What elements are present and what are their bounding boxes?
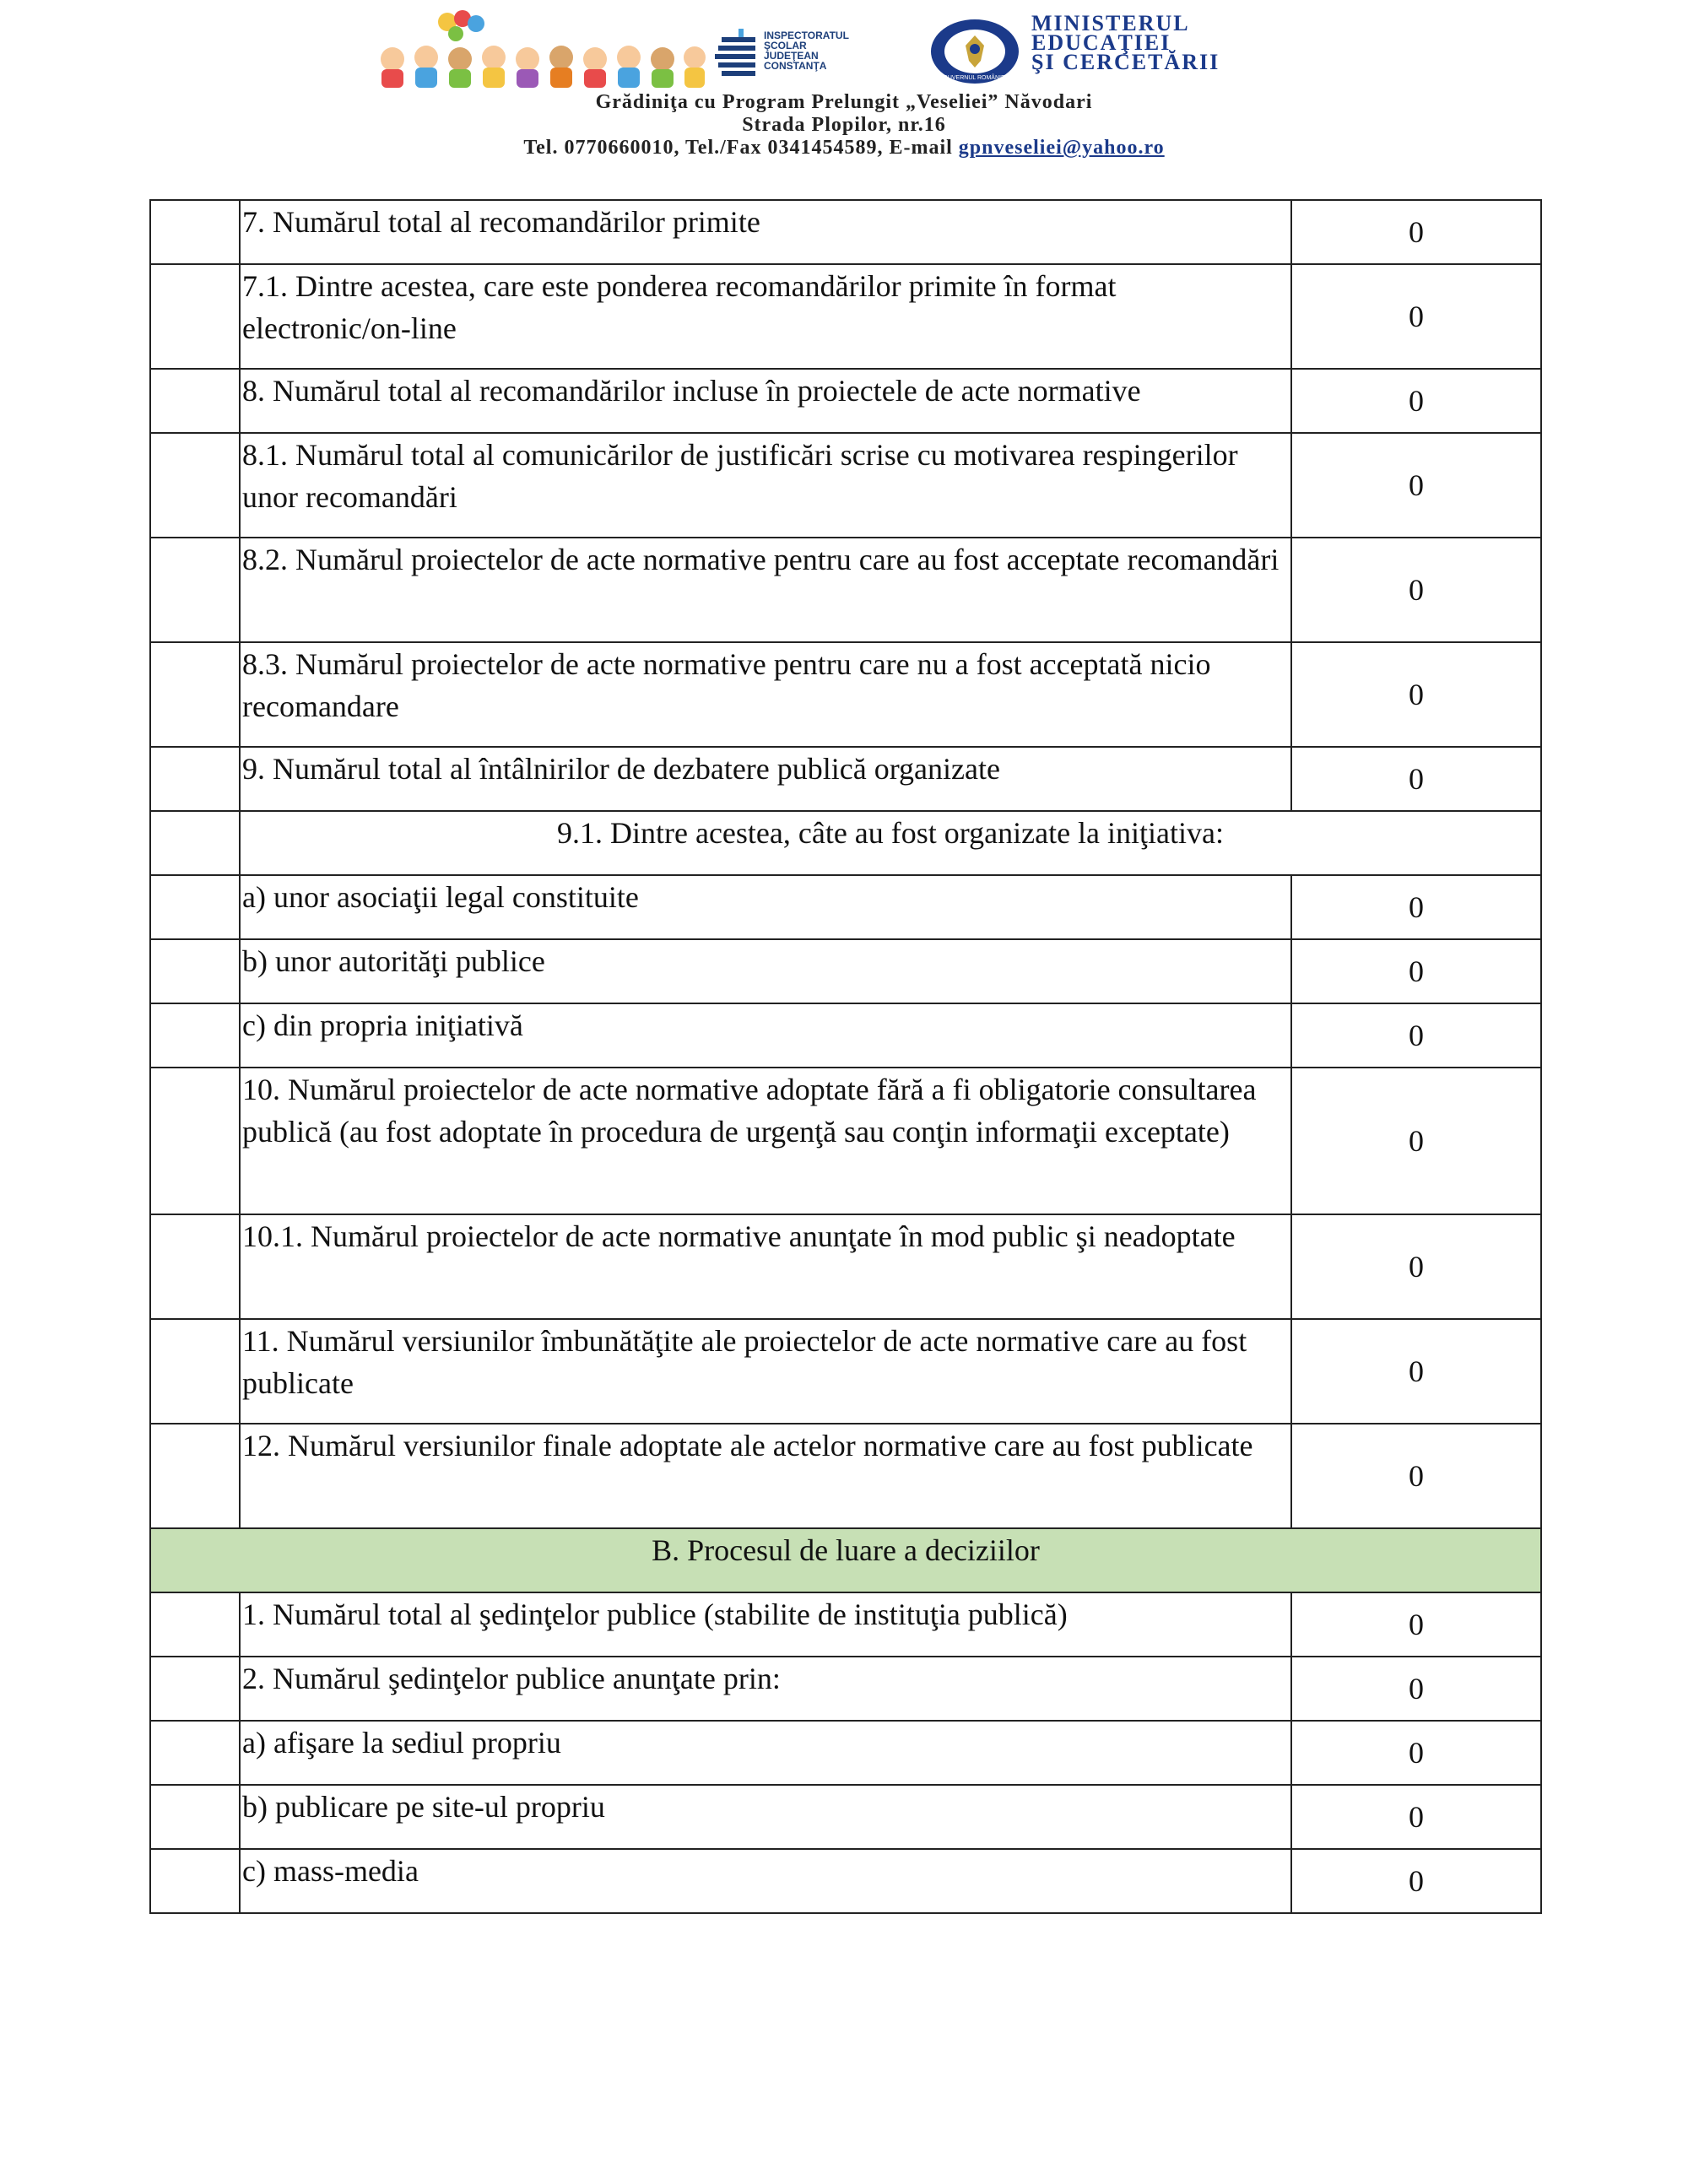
blank-cell (150, 1849, 240, 1913)
isj-line: ŞCOLAR (764, 40, 807, 51)
row-label: 11. Numărul versiunilor îmbunătăţite ale proiectelor de acte normative care au fost publicate (240, 1319, 1291, 1424)
table-row (150, 433, 1541, 538)
row-label: 8.1. Numărul total al comunicărilor de justificări scrise cu motivarea respingerilor unor recomandări (240, 433, 1291, 538)
row-value: 0 (1291, 433, 1541, 538)
blank-cell (150, 747, 240, 811)
table-row (150, 1319, 1541, 1424)
subheading-label: 9.1. Dintre acestea, câte au fost organizate la iniţiativa: (240, 811, 1541, 875)
table-row (150, 1785, 1541, 1849)
subheading-row (150, 811, 1541, 875)
blank-cell (150, 939, 240, 1003)
blank-cell (150, 1721, 240, 1785)
row-value: 0 (1291, 875, 1541, 939)
row-label: 10. Numărul proiectelor de acte normative adoptate fără a fi obligatorie consultarea publică (au fost adoptate în procedura de urgenţă sau conţin informaţii exceptate) (240, 1068, 1291, 1214)
school-name: Grădiniţa cu Program Prelungit „Veseliei” Năvodari (595, 91, 1093, 113)
row-value: 0 (1291, 1003, 1541, 1068)
blank-cell (150, 1592, 240, 1657)
row-value: 0 (1291, 538, 1541, 642)
row-value: 0 (1291, 200, 1541, 264)
ministry-line: MINISTERUL (1031, 11, 1190, 35)
blank-cell (150, 369, 240, 433)
blank-cell (150, 433, 240, 538)
contact-phones: Tel. 0770660010, Tel./Fax 0341454589, E-mail (523, 137, 959, 159)
school-contact (0, 137, 1688, 159)
row-label: 8. Numărul total al recomandărilor incluse în proiectele de acte normative (240, 369, 1291, 433)
blank-cell (150, 642, 240, 747)
section-title: B. Procesul de luare a deciziilor (150, 1528, 1541, 1592)
ministry-line: ŞI CERCETĂRII (1031, 50, 1220, 74)
gov-seal-text: GUVERNUL ROMÂNIEI (943, 75, 1007, 81)
report-table (149, 199, 1542, 1914)
row-value: 0 (1291, 369, 1541, 433)
row-label: b) publicare pe site-ul propriu (240, 1785, 1291, 1849)
blank-cell (150, 1214, 240, 1319)
blank-cell (150, 1657, 240, 1721)
table-row (150, 369, 1541, 433)
row-label: c) din propria iniţiativă (240, 1003, 1291, 1068)
table-row (150, 642, 1541, 747)
blank-cell (150, 875, 240, 939)
isj-line: CONSTANŢA (764, 60, 827, 72)
table-row (150, 1214, 1541, 1319)
school-address: Strada Plopilor, nr.16 (742, 114, 946, 136)
table-row (150, 264, 1541, 369)
row-value: 0 (1291, 1721, 1541, 1785)
row-label: 8.2. Numărul proiectelor de acte normative pentru care au fost acceptate recomandări (240, 538, 1291, 642)
table-row (150, 747, 1541, 811)
row-value: 0 (1291, 1424, 1541, 1528)
ministry-name (1031, 11, 1220, 74)
email-link[interactable]: gpnveseliei@yahoo.ro (958, 137, 1165, 159)
blank-cell (150, 264, 240, 369)
blank-cell (150, 1319, 240, 1424)
table-row (150, 1424, 1541, 1528)
row-value: 0 (1291, 1849, 1541, 1913)
row-value: 0 (1291, 264, 1541, 369)
blank-cell (150, 1424, 240, 1528)
table-row (150, 1068, 1541, 1214)
table-row (150, 200, 1541, 264)
table-row (150, 1849, 1541, 1913)
row-label: 12. Numărul versiunilor finale adoptate ale actelor normative care au fost publicate (240, 1424, 1291, 1528)
blank-cell (150, 200, 240, 264)
row-label: 7.1. Dintre acestea, care este ponderea recomandărilor primite în format electronic/on-line (240, 264, 1291, 369)
row-label: 2. Numărul şedinţelor publice anunţate prin: (240, 1657, 1291, 1721)
isj-name (764, 30, 849, 71)
children-balloons-logo (371, 10, 709, 95)
letterhead (0, 0, 1688, 177)
row-value: 0 (1291, 642, 1541, 747)
table-row (150, 939, 1541, 1003)
blank-cell (150, 811, 240, 875)
table-row (150, 1657, 1541, 1721)
row-label: 7. Numărul total al recomandărilor primite (240, 200, 1291, 264)
table-row (150, 538, 1541, 642)
row-value: 0 (1291, 939, 1541, 1003)
row-value: 0 (1291, 1657, 1541, 1721)
table-row (150, 1721, 1541, 1785)
row-label: a) unor asociaţii legal constituite (240, 875, 1291, 939)
row-value: 0 (1291, 747, 1541, 811)
row-value: 0 (1291, 1785, 1541, 1849)
row-label: b) unor autorităţi publice (240, 939, 1291, 1003)
row-label: 10.1. Numărul proiectelor de acte normative anunţate în mod public şi neadoptate (240, 1214, 1291, 1319)
table-row (150, 1003, 1541, 1068)
row-label: a) afişare la sediul propriu (240, 1721, 1291, 1785)
ministry-line: EDUCAŢIEI (1031, 30, 1171, 55)
isj-line: JUDEŢEAN (764, 50, 819, 62)
table-row (150, 1592, 1541, 1657)
government-seal-icon (928, 17, 1021, 86)
row-value: 0 (1291, 1068, 1541, 1214)
blank-cell (150, 538, 240, 642)
blank-cell (150, 1785, 240, 1849)
blank-cell (150, 1003, 240, 1068)
row-label: 9. Numărul total al întâlnirilor de dezbatere publică organizate (240, 747, 1291, 811)
isj-line: INSPECTORATUL (764, 30, 849, 41)
row-label: 1. Numărul total al şedinţelor publice (stabilite de instituţia publică) (240, 1592, 1291, 1657)
row-value: 0 (1291, 1319, 1541, 1424)
table-row (150, 875, 1541, 939)
row-label: c) mass-media (240, 1849, 1291, 1913)
blank-cell (150, 1068, 240, 1214)
section-header-row (150, 1528, 1541, 1592)
row-value: 0 (1291, 1214, 1541, 1319)
row-label: 8.3. Numărul proiectelor de acte normative pentru care nu a fost acceptată nicio recomandare (240, 642, 1291, 747)
row-value: 0 (1291, 1592, 1541, 1657)
